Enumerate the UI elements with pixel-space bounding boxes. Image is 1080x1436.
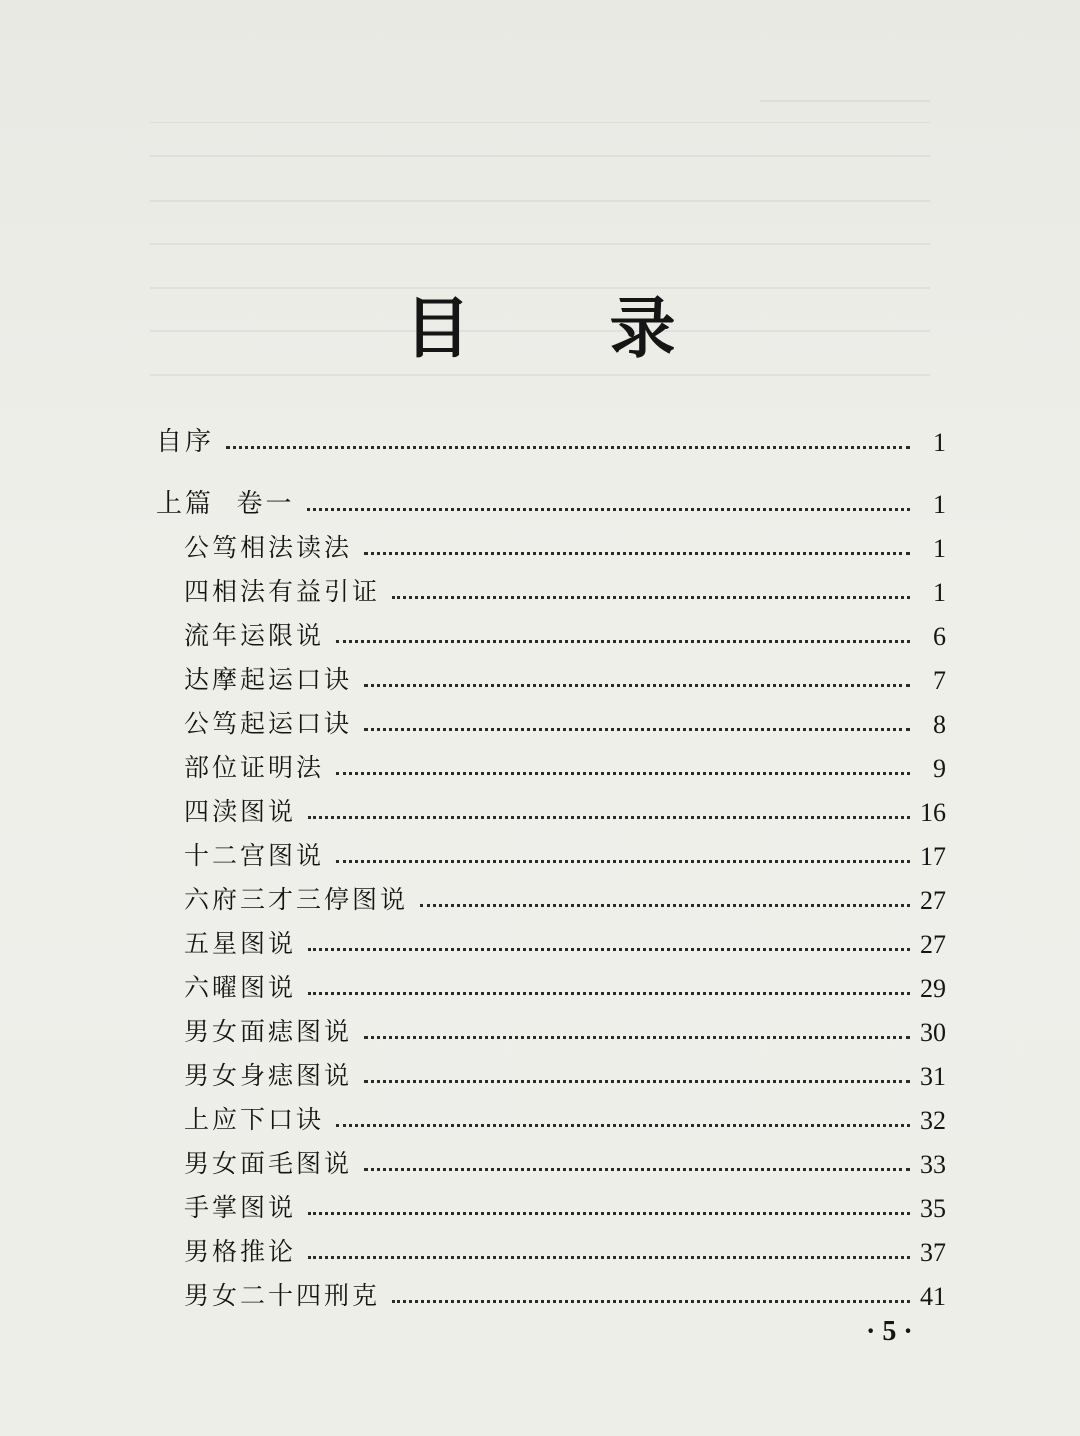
dot-leader	[308, 948, 910, 951]
toc-entry-label: 六曜图说	[184, 973, 297, 1002]
toc-entry-page: 41	[920, 1282, 946, 1311]
toc-entry[interactable]	[156, 1048, 946, 1092]
toc-entry[interactable]	[156, 1136, 946, 1180]
bleed-through-line	[760, 100, 930, 102]
toc-entry-page: 1	[933, 534, 946, 563]
toc-entry[interactable]	[156, 1092, 946, 1136]
toc-entry[interactable]	[156, 740, 946, 784]
toc-entry-page: 17	[920, 842, 946, 871]
dot-leader	[364, 552, 910, 555]
dot-leader	[364, 684, 910, 687]
toc-entry-page: 33	[920, 1150, 946, 1179]
toc-entry-label: 四相法有益引证	[184, 577, 381, 606]
dot-leader	[364, 1036, 910, 1039]
dot-leader	[336, 1124, 910, 1127]
toc-entry-label: 达摩起运口诀	[184, 665, 353, 694]
bleed-through-line	[150, 200, 930, 202]
toc-entry-page: 32	[920, 1106, 946, 1135]
toc-entry-label: 男女面毛图说	[184, 1149, 353, 1178]
dot-leader	[308, 992, 910, 995]
toc-entry-page: 16	[920, 798, 946, 827]
toc-entry[interactable]	[156, 784, 946, 828]
toc-entry-page: 29	[920, 974, 946, 1003]
toc-entry-page: 8	[933, 710, 946, 739]
dot-leader	[308, 816, 910, 819]
dot-leader	[308, 1256, 910, 1259]
toc-entry-label: 十二宫图说	[184, 841, 325, 870]
dot-leader	[392, 1300, 910, 1303]
toc-entry-page: 30	[920, 1018, 946, 1047]
dot-leader	[226, 446, 910, 449]
table-of-contents	[156, 408, 946, 1312]
toc-entry-label: 五星图说	[184, 929, 297, 958]
toc-entry[interactable]	[156, 1180, 946, 1224]
toc-entry[interactable]	[156, 408, 946, 458]
dot-leader	[364, 728, 910, 731]
bleed-through-line	[150, 155, 930, 157]
toc-entry-page: 1	[933, 490, 946, 519]
bleed-through-line	[150, 374, 930, 376]
dot-leader	[364, 1168, 910, 1171]
toc-entry-page: 37	[920, 1238, 946, 1267]
dot-leader	[392, 596, 910, 599]
bleed-through-line	[150, 243, 930, 245]
toc-entry-label: 手掌图说	[184, 1193, 297, 1222]
toc-entry-label: 公笃相法读法	[184, 533, 353, 562]
toc-entry[interactable]	[156, 564, 946, 608]
dot-leader	[336, 860, 910, 863]
toc-entry-label: 男女二十四刑克	[184, 1281, 381, 1310]
toc-entry[interactable]	[156, 470, 946, 520]
toc-entry-label: 公笃起运口诀	[184, 709, 353, 738]
toc-entry-label: 自序	[156, 427, 215, 457]
toc-entry-page: 7	[933, 666, 946, 695]
toc-entry-page: 9	[933, 754, 946, 783]
page-number: · 5 ·	[866, 1316, 913, 1347]
dot-leader	[364, 1080, 910, 1083]
toc-entry-page: 31	[920, 1062, 946, 1091]
toc-entry[interactable]	[156, 1224, 946, 1268]
toc-entry-label: 流年运限说	[184, 621, 325, 650]
toc-entry-page: 27	[920, 886, 946, 915]
toc-entry-label: 男格推论	[184, 1237, 297, 1266]
toc-entry-label: 男女面痣图说	[184, 1017, 353, 1046]
toc-entry[interactable]	[156, 1004, 946, 1048]
bleed-through-line	[150, 122, 930, 123]
toc-entry[interactable]	[156, 696, 946, 740]
toc-entry-label: 上应下口诀	[184, 1105, 325, 1134]
dot-leader	[307, 508, 910, 511]
dot-leader	[308, 1212, 910, 1215]
toc-entry-label: 上篇 卷一	[156, 489, 295, 519]
toc-entry[interactable]	[156, 608, 946, 652]
toc-entry[interactable]	[156, 872, 946, 916]
toc-entry-label: 男女身痣图说	[184, 1061, 353, 1090]
toc-entry[interactable]	[156, 960, 946, 1004]
dot-leader	[420, 904, 910, 907]
toc-entry-page: 27	[920, 930, 946, 959]
toc-entry-label: 六府三才三停图说	[184, 885, 409, 914]
toc-entry-label: 四渎图说	[184, 797, 297, 826]
toc-entry[interactable]	[156, 1268, 946, 1312]
dot-leader	[336, 772, 910, 775]
toc-entry[interactable]	[156, 520, 946, 564]
toc-entry-page: 6	[933, 622, 946, 651]
toc-entry-page: 35	[920, 1194, 946, 1223]
toc-entry-page: 1	[933, 578, 946, 607]
dot-leader	[336, 640, 910, 643]
toc-entry-label: 部位证明法	[184, 753, 325, 782]
toc-entry[interactable]	[156, 916, 946, 960]
page-title: 目 录	[404, 289, 734, 367]
toc-entry-page: 1	[933, 428, 946, 457]
toc-entry[interactable]	[156, 828, 946, 872]
toc-entry[interactable]	[156, 652, 946, 696]
